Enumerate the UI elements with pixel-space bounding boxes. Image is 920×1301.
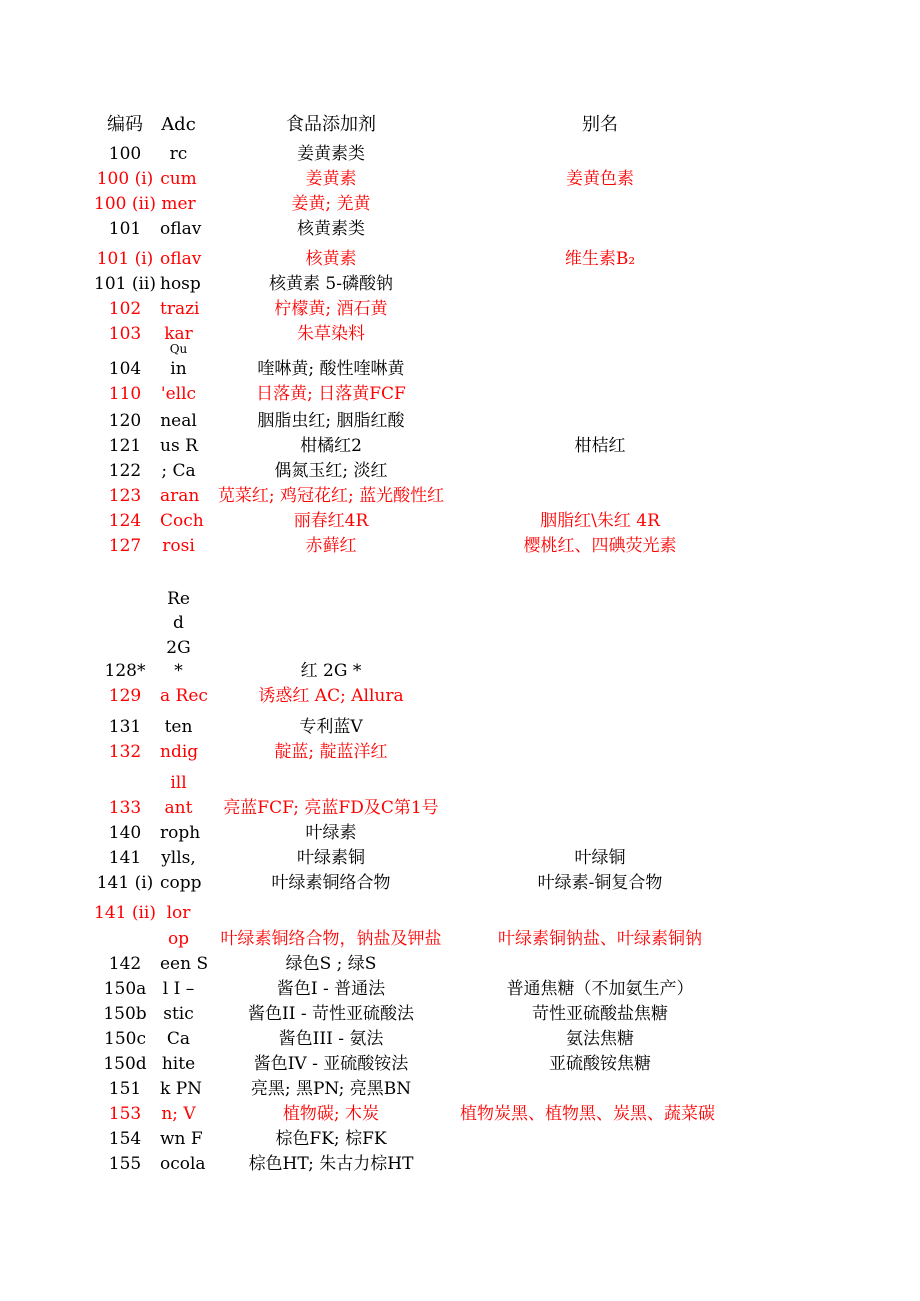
row-code: 132	[108, 742, 142, 762]
row-food-additive: 苋菜红; 鸡冠花红; 蓝光酸性红	[217, 486, 445, 506]
row-code: 153	[108, 1104, 142, 1124]
row-code: 101 (i)	[96, 249, 154, 269]
row-alias: 普通焦糖（不加氨生产）	[506, 979, 694, 999]
row-additive: k PN	[160, 1079, 203, 1099]
row-additive: Ca	[166, 1029, 191, 1049]
row-additive: cum	[160, 169, 197, 189]
row-code: 141	[108, 848, 142, 868]
row-alias: 氨法焦糖	[566, 1029, 634, 1049]
row-food-additive: 偶氮玉红; 淡红	[274, 461, 388, 481]
row-additive: wn F	[160, 1129, 203, 1149]
row-additive: a Rec	[160, 686, 208, 706]
row-code: 122	[108, 461, 142, 481]
row-code: 102	[108, 299, 142, 319]
row-alias: 亚硫酸铵焦糖	[549, 1054, 651, 1074]
row-additive: copp	[160, 873, 202, 893]
row-alias: 樱桃红、四碘荧光素	[523, 536, 677, 556]
row-additive: hite	[161, 1054, 196, 1074]
row-food-additive: 丽春红4R	[293, 511, 369, 531]
row-food-additive: 叶绿素铜络合物	[271, 873, 391, 893]
row-code: 101 (ii)	[94, 274, 156, 294]
row-food-additive: 朱草染料	[297, 324, 365, 344]
row-additive: stic	[163, 1004, 194, 1024]
row-code: 150d	[103, 1054, 147, 1074]
row-code: 100	[108, 144, 142, 164]
row-food-additive: 绿色S ; 绿S	[285, 954, 377, 974]
row-food-additive: 叶绿素	[305, 823, 357, 843]
row-food-additive: 酱色I - 普通法	[276, 979, 386, 999]
row-code: 128*	[104, 661, 146, 681]
row-code: 123	[108, 486, 142, 506]
row-code: 127	[108, 536, 142, 556]
row-food-additive: 姜黄; 羌黄	[291, 194, 371, 214]
row-code: 110	[108, 384, 142, 404]
row-food-additive: 酱色IV - 亚硫酸铵法	[253, 1054, 409, 1074]
row-additive: ten	[164, 717, 193, 737]
row-code: 154	[108, 1129, 142, 1149]
row-additive: rosi	[162, 536, 195, 556]
header-additive: Adc	[161, 114, 196, 135]
row-alias: 苛性亚硫酸盐焦糖	[532, 1004, 668, 1024]
row-food-additive: 姜黄素	[305, 169, 357, 189]
row-additive: kar	[164, 324, 193, 344]
row-additive: roph	[160, 823, 201, 843]
row-code: 133	[108, 798, 142, 818]
row-additive: ndig	[160, 742, 199, 762]
row-alias: 叶绿铜	[574, 848, 626, 868]
row-additive: ; Ca	[161, 461, 196, 481]
row-additive: trazi	[160, 299, 200, 319]
row-code: 120	[108, 411, 142, 431]
row-additive: 'ellc	[160, 384, 197, 404]
row-alias: 姜黄色素	[566, 169, 634, 189]
row-additive: d	[173, 613, 184, 633]
row-code: 100 (ii)	[94, 194, 156, 214]
row-code: 150b	[103, 1004, 147, 1024]
row-code: 124	[108, 511, 142, 531]
row-additive: oflav	[160, 219, 202, 239]
row-food-additive: 叶绿素铜	[297, 848, 365, 868]
row-food-additive: 亮蓝FCF; 亮蓝FD及C第1号	[223, 798, 439, 818]
row-food-additive: 核黄素类	[297, 219, 365, 239]
row-additive: lor	[166, 903, 191, 923]
row-additive: *	[174, 661, 183, 681]
row-alias: 植物炭黑、植物黑、炭黑、蔬菜碳	[460, 1104, 715, 1124]
row-additive: 2G	[166, 638, 191, 658]
row-code: 141 (i)	[96, 873, 154, 893]
row-code: 100 (i)	[96, 169, 154, 189]
row-code: 104	[108, 359, 142, 379]
row-additive: ylls,	[161, 848, 196, 868]
row-additive: mer	[161, 194, 196, 214]
row-additive: ill	[170, 773, 187, 793]
row-additive: ocola	[160, 1154, 206, 1174]
row-additive: in	[170, 359, 187, 379]
row-food-additive: 专利蓝V	[299, 717, 363, 737]
row-additive: us R	[160, 436, 198, 456]
row-food-additive: 日落黄; 日落黄FCF	[256, 384, 406, 404]
row-food-additive: 叶绿素铜络合物，钠盐及钾盐	[220, 929, 442, 949]
row-food-additive: 酱色II - 苛性亚硫酸法	[248, 1004, 414, 1024]
row-food-additive: 胭脂虫红; 胭脂红酸	[257, 411, 405, 431]
row-code: 131	[108, 717, 142, 737]
row-additive: Coch	[160, 511, 204, 531]
row-code: 151	[108, 1079, 142, 1099]
row-alias: 柑桔红	[574, 436, 626, 456]
row-food-additive: 棕色HT; 朱古力棕HT	[248, 1154, 414, 1174]
row-food-additive: 诱惑红 AC; Allura	[258, 686, 404, 706]
row-additive: neal	[160, 411, 197, 431]
row-food-additive: 亮黑; 黑PN; 亮黑BN	[250, 1079, 412, 1099]
row-food-additive: 柑橘红2	[300, 436, 362, 456]
row-food-additive: 棕色FK; 棕FK	[275, 1129, 387, 1149]
row-code: 142	[108, 954, 142, 974]
row-additive: oflav	[160, 249, 202, 269]
row-code: 101	[108, 219, 142, 239]
row-alias: 叶绿素-铜复合物	[537, 873, 663, 893]
row-food-additive: 靛蓝; 靛蓝洋红	[274, 742, 388, 762]
row-additive: Qu	[169, 342, 188, 356]
row-food-additive: 姜黄素类	[297, 144, 365, 164]
row-additive: op	[167, 929, 190, 949]
row-code: 103	[108, 324, 142, 344]
row-code: 129	[108, 686, 142, 706]
row-code: 140	[108, 823, 142, 843]
row-alias: 维生素B₂	[564, 249, 636, 269]
row-code: 150c	[104, 1029, 146, 1049]
row-additive: rc	[169, 144, 188, 164]
row-additive: Re	[167, 589, 190, 609]
header-code: 编码	[107, 114, 143, 135]
row-food-additive: 核黄素	[305, 249, 357, 269]
row-food-additive: 赤藓红	[305, 536, 357, 556]
row-food-additive: 酱色III - 氨法	[278, 1029, 384, 1049]
row-food-additive: 喹啉黄; 酸性喹啉黄	[257, 359, 405, 379]
row-alias: 叶绿素铜钠盐、叶绿素铜钠	[498, 929, 702, 949]
row-additive: hosp	[160, 274, 201, 294]
header-food-additive: 食品添加剂	[286, 114, 376, 135]
row-alias: 胭脂红\朱红 4R	[540, 511, 660, 531]
row-food-additive: 植物碳; 木炭	[282, 1104, 380, 1124]
row-additive: n; V	[161, 1104, 196, 1124]
row-food-additive: 红 2G *	[300, 661, 362, 681]
row-additive: aran	[160, 486, 200, 506]
row-code: 121	[108, 436, 142, 456]
row-additive: een S	[160, 954, 209, 974]
row-additive: l I –	[162, 979, 195, 999]
row-code: 150a	[103, 979, 147, 999]
row-additive: ant	[164, 798, 193, 818]
row-code: 155	[108, 1154, 142, 1174]
header-alias: 别名	[582, 114, 618, 135]
row-code: 141 (ii)	[94, 903, 156, 923]
row-food-additive: 核黄素 5-磷酸钠	[269, 274, 393, 294]
row-food-additive: 柠檬黄; 酒石黄	[274, 299, 388, 319]
